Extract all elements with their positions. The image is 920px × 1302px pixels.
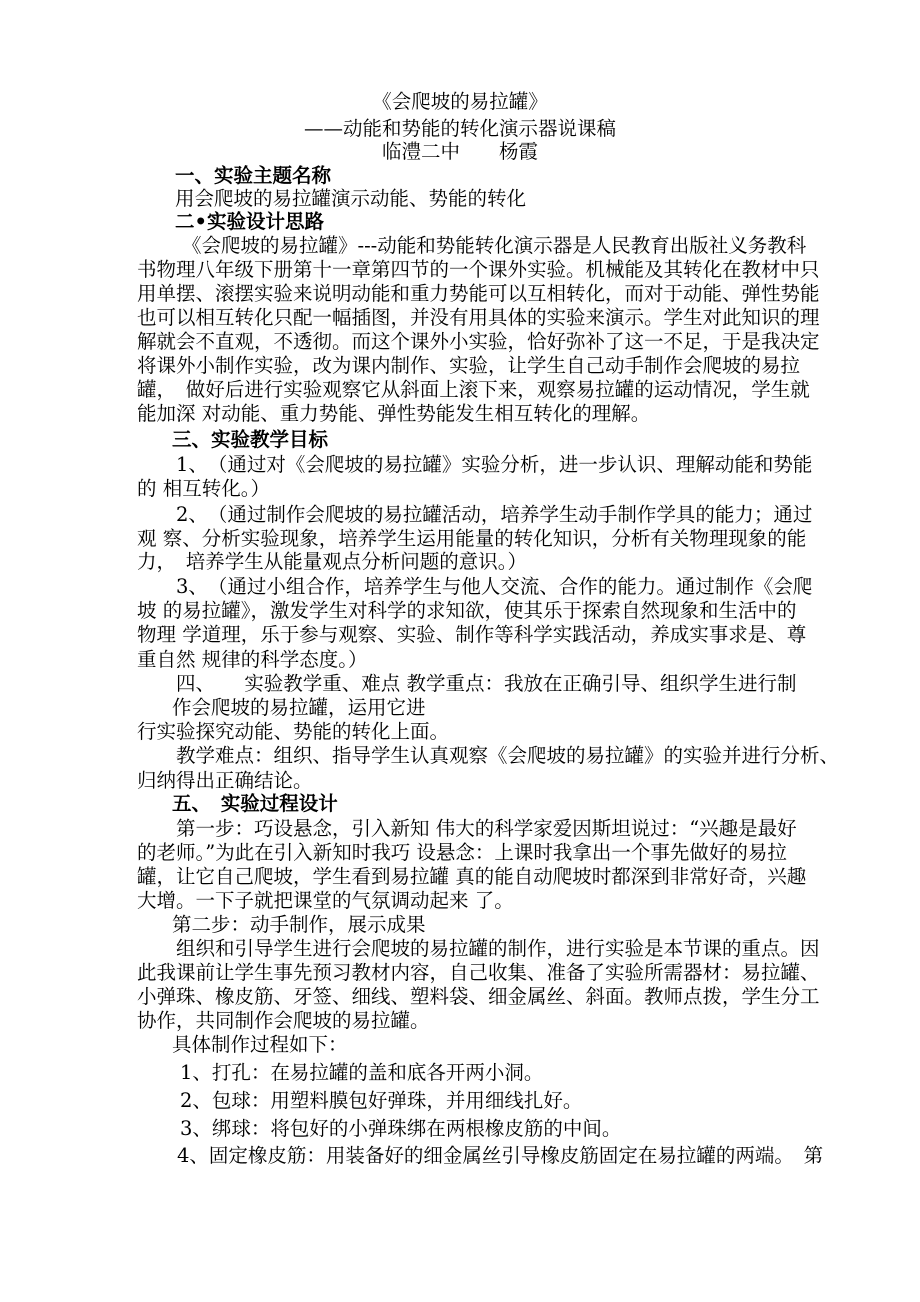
text-line: 重自然 规律的科学态度。）	[137, 648, 368, 671]
text-line: 2、 （通过制作会爬坡的易拉罐活动，培养学生动手制作学具的能力；通过	[176, 503, 813, 526]
list-item: 4、固定橡皮筋：用装备好的细金属丝引导橡皮筋固定在易拉罐的两端。 第	[177, 1144, 824, 1167]
text-line: 用单摆、滚摆实验来说明动能和重力势能可以互相转化，而对于动能、弹性势能	[137, 282, 820, 305]
text-line: 也可以相互转化只配一幅插图，并没有用具体的实验来演示。学生对此知识的理	[137, 306, 820, 329]
text-line: 的老师。”为此在引入新知时我巧 设悬念：上课时我拿出一个事先做好的易拉	[137, 841, 787, 864]
text-line: 能加深 对动能、重力势能、弹性势能发生相互转化的理解。	[137, 402, 651, 425]
text-line: 用会爬坡的易拉罐演示动能、势能的转化	[175, 187, 527, 210]
list-item: 3、绑球：将包好的小弹珠绑在两根橡皮筋的中间。	[180, 1117, 622, 1140]
text-line: 坡 的易拉罐》，激发学生对科学的求知欲，使其乐于探索自然现象和生活中的	[137, 599, 797, 622]
document-title: 《会爬坡的易拉罐》	[372, 90, 548, 113]
text-line: 四、 实验教学重、难点 教学重点：我放在正确引导、组织学生进行制	[176, 672, 797, 695]
text-line: 行实验探究动能、势能的转化上面。	[137, 720, 450, 743]
text-line: 大增。一下子就把课堂的气氛调动起来 了。	[137, 889, 514, 912]
section-heading: 五、 实验过程设计	[172, 792, 338, 815]
text-line: 的 相互转化。）	[137, 477, 270, 500]
document-subtitle: ——动能和势能的转化演示器说课稿	[303, 117, 616, 140]
section-heading: 三、实验教学目标	[172, 428, 329, 451]
text-line: 归纳得出正确结论。	[137, 769, 313, 792]
text-line: 此我课前让学生事先预习教材内容，自己收集、准备了实验所需器材：易拉罐、	[137, 961, 820, 984]
text-line: 罐，让它自己爬坡，学生看到易拉罐 真的能自动爬坡时都深到非常好奇，兴趣	[137, 865, 807, 888]
text-line: 教学难点：组织、指导学生认真观察《会爬坡的易拉罐》的实验并进行分析、	[176, 744, 840, 767]
text-line: 力， 培养学生从能量观点分析问题的意识。）	[137, 550, 528, 573]
section-heading: 二•实验设计思路	[175, 210, 324, 233]
text-line: 组织和引导学生进行会爬坡的易拉罐的制作，进行实验是本节课的重点。因	[176, 937, 820, 960]
text-line: 小弹珠、橡皮筋、牙签、细线、塑料袋、细金属丝、斜面。教师点拨，学生分工	[137, 985, 820, 1008]
text-line: 第一步：巧设悬念，引入新知 伟大的科学家爱因斯坦说过：“兴趣是最好	[176, 817, 797, 840]
document-author: 临澧二中 杨霞	[381, 140, 538, 163]
text-line: 将课外小制作实验，改为课内制作、实验，让学生自己动手制作会爬坡的易拉	[137, 354, 801, 377]
text-line: 第二步：动手制作，展示成果	[172, 913, 426, 936]
text-line: 3、 （通过小组合作，培养学生与他人交流、合作的能力。通过制作《会爬	[176, 575, 813, 598]
list-item: 2、包球：用塑料膜包好弹珠，并用细线扎好。	[180, 1089, 583, 1112]
text-line: 作会爬坡的易拉罐，运用它进	[172, 696, 426, 719]
text-line: 观 察、分析实验现象，培养学生运用能量的转化知识，分析有关物理现象的能	[137, 527, 807, 550]
text-line: 协作，共同制作会爬坡的易拉罐。	[137, 1009, 430, 1032]
text-line: 罐， 做好后进行实验观察它从斜面上滚下来，观察易拉罐的运动情况，学生就	[137, 378, 810, 401]
text-line: 解就会不直观，不透彻。而这个课外小实验，恰好弥补了这一不足，于是我决定	[137, 330, 820, 353]
text-line: 书物理八年级下册第十一章第四节的一个课外实验。机械能及其转化在教材中只	[137, 258, 820, 281]
text-line: 1、 （通过对《会爬坡的易拉罐》实验分析，进一步认识、理解动能和势能	[176, 453, 813, 476]
text-line: 具体制作过程如下：	[172, 1033, 348, 1056]
section-heading: 一、实验主题名称	[175, 164, 332, 187]
text-line: 物理 学道理，乐于参与观察、实验、制作等科学实践活动，养成实事求是、尊	[137, 623, 807, 646]
text-line: 《会爬坡的易拉罐》---动能和势能转化演示器是人民教育出版社义务教科	[182, 234, 807, 257]
list-item: 1、打孔：在易拉罐的盖和底各开两小洞。	[180, 1061, 544, 1084]
